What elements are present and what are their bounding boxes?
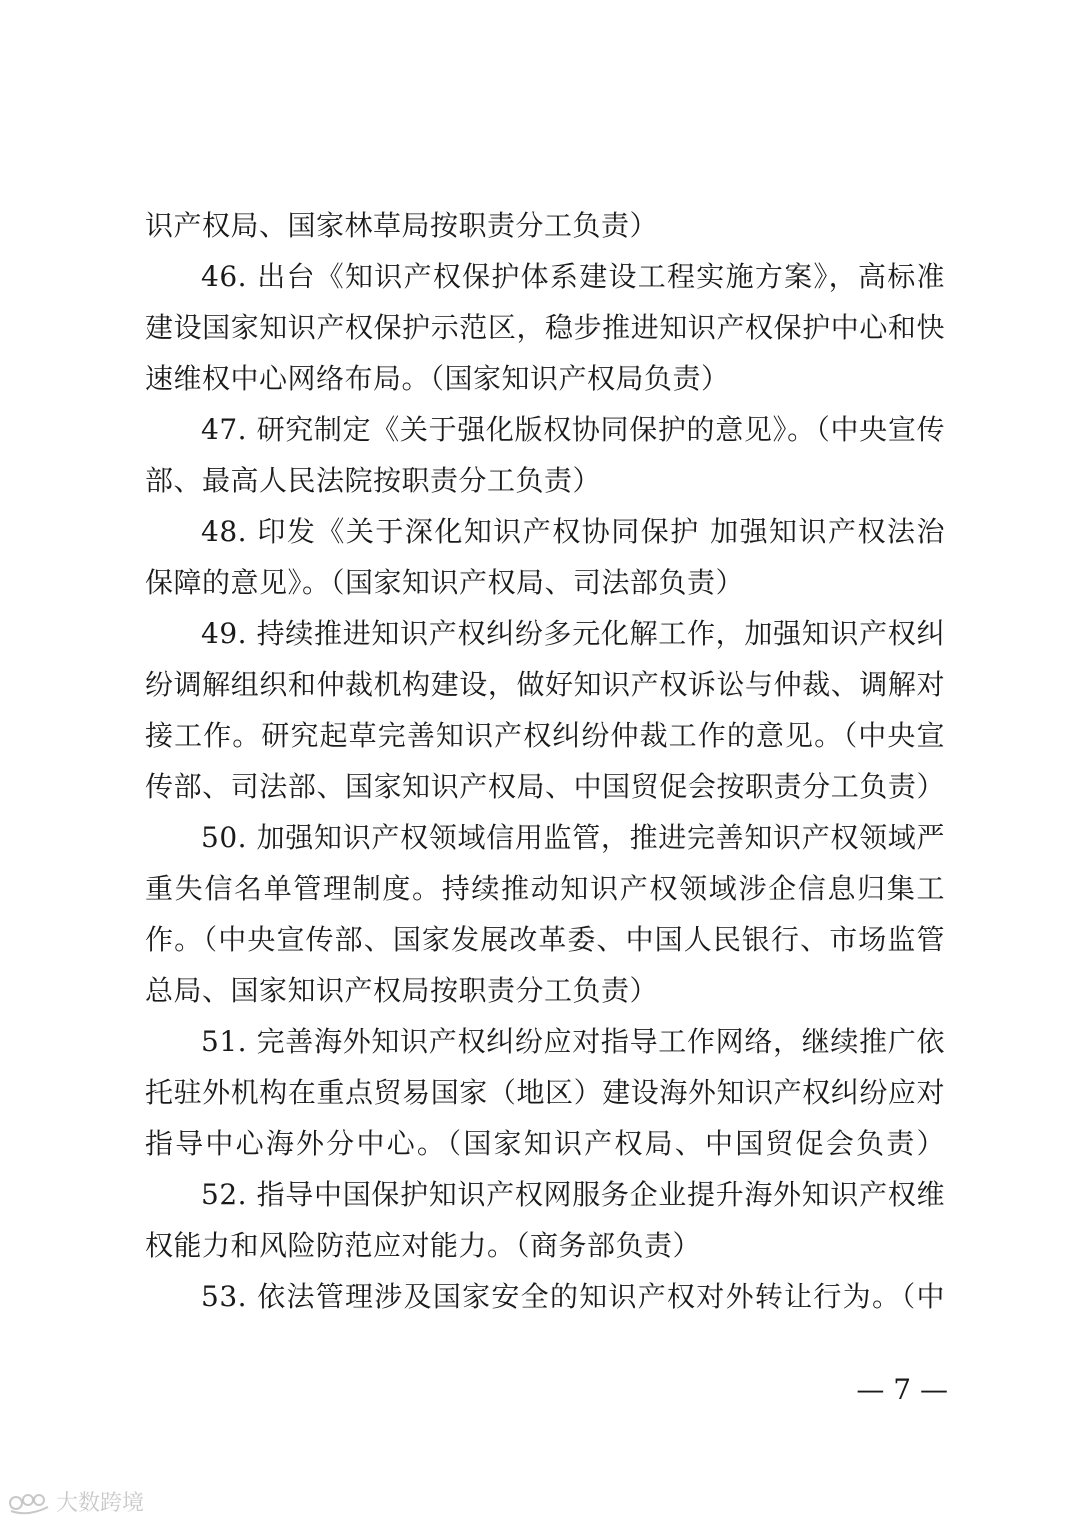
text-line: 47. 研究制定《关于强化版权协同保护的意见》。（中央宣传	[201, 413, 945, 446]
watermark	[8, 1486, 144, 1517]
text-line: 建设国家知识产权保护示范区，稳步推进知识产权保护中心和快	[145, 311, 945, 344]
text-line: 接工作。研究起草完善知识产权纠纷仲裁工作的意见。（中央宣	[145, 719, 945, 752]
text-line: 52. 指导中国保护知识产权网服务企业提升海外知识产权维	[201, 1178, 945, 1211]
watermark-text: 大数跨境	[56, 1491, 145, 1516]
text-line: 指导中心海外分中心。（国家知识产权局、中国贸促会负责）	[145, 1127, 945, 1160]
text-line: 49. 持续推进知识产权纠纷多元化解工作，加强知识产权纠	[201, 617, 945, 650]
text-line: 识产权局、国家林草局按职责分工负责）	[145, 209, 659, 242]
text-line: 速维权中心网络布局。（国家知识产权局负责）	[145, 362, 730, 395]
text-line: 总局、国家知识产权局按职责分工负责）	[145, 974, 659, 1007]
text-line: 53. 依法管理涉及国家安全的知识产权对外转让行为。（中	[201, 1280, 945, 1313]
text-line: 托驻外机构在重点贸易国家（地区）建设海外知识产权纠纷应对	[145, 1076, 945, 1109]
text-line: 保障的意见》。（国家知识产权局、司法部负责）	[145, 566, 745, 599]
body-text	[145, 200, 945, 1322]
page-number: — 7 —	[856, 1373, 948, 1406]
text-line: 部、最高人民法院按职责分工负责）	[145, 464, 602, 497]
text-line: 重失信名单管理制度。持续推动知识产权领域涉企信息归集工	[145, 872, 945, 905]
text-line: 权能力和风险防范应对能力。（商务部负责）	[145, 1229, 702, 1262]
text-line: 纷调解组织和仲裁机构建设，做好知识产权诉讼与仲裁、调解对	[145, 668, 945, 701]
text-line: 50. 加强知识产权领域信用监管，推进完善知识产权领域严	[201, 821, 945, 854]
text-line: 作。（中央宣传部、国家发展改革委、中国人民银行、市场监管	[145, 923, 945, 956]
text-line: 48. 印发《关于深化知识产权协同保护 加强知识产权法治	[201, 515, 945, 548]
logo-icon	[8, 1489, 52, 1515]
text-line: 传部、司法部、国家知识产权局、中国贸促会按职责分工负责）	[145, 770, 945, 803]
text-line: 46. 出台《知识产权保护体系建设工程实施方案》，高标准	[201, 260, 945, 293]
text-line: 51. 完善海外知识产权纠纷应对指导工作网络，继续推广依	[201, 1025, 945, 1058]
